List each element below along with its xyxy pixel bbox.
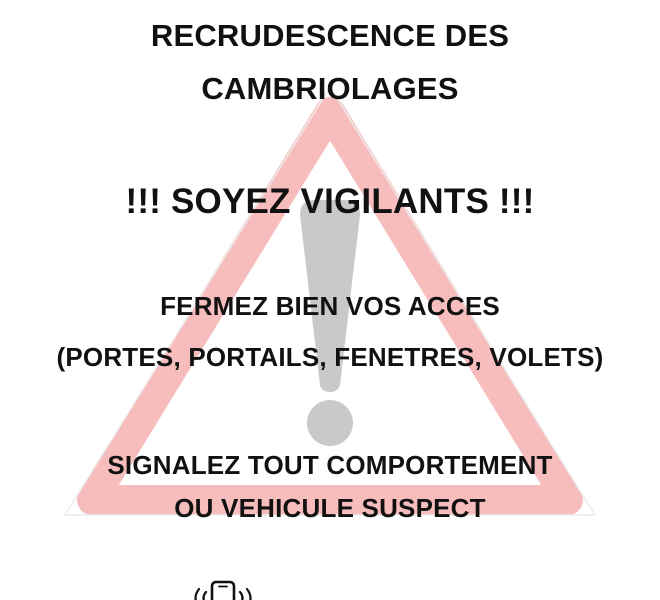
access-instruction-line-2: (PORTES, PORTAILS, FENETRES, VOLETS) — [56, 342, 604, 372]
vigilance-heading: !!! SOYEZ VIGILANTS !!! — [125, 182, 535, 221]
phone-ringing-icon — [190, 578, 256, 600]
report-instruction-line-1: SIGNALEZ TOUT COMPORTEMENT — [107, 450, 553, 480]
report-instruction-line-2: OU VEHICULE SUSPECT — [174, 493, 486, 523]
title-line-2: CAMBRIOLAGES — [201, 71, 459, 106]
title-line-1: RECRUDESCENCE DES — [150, 18, 510, 53]
access-instruction-line-1: FERMEZ BIEN VOS ACCES — [160, 291, 500, 321]
